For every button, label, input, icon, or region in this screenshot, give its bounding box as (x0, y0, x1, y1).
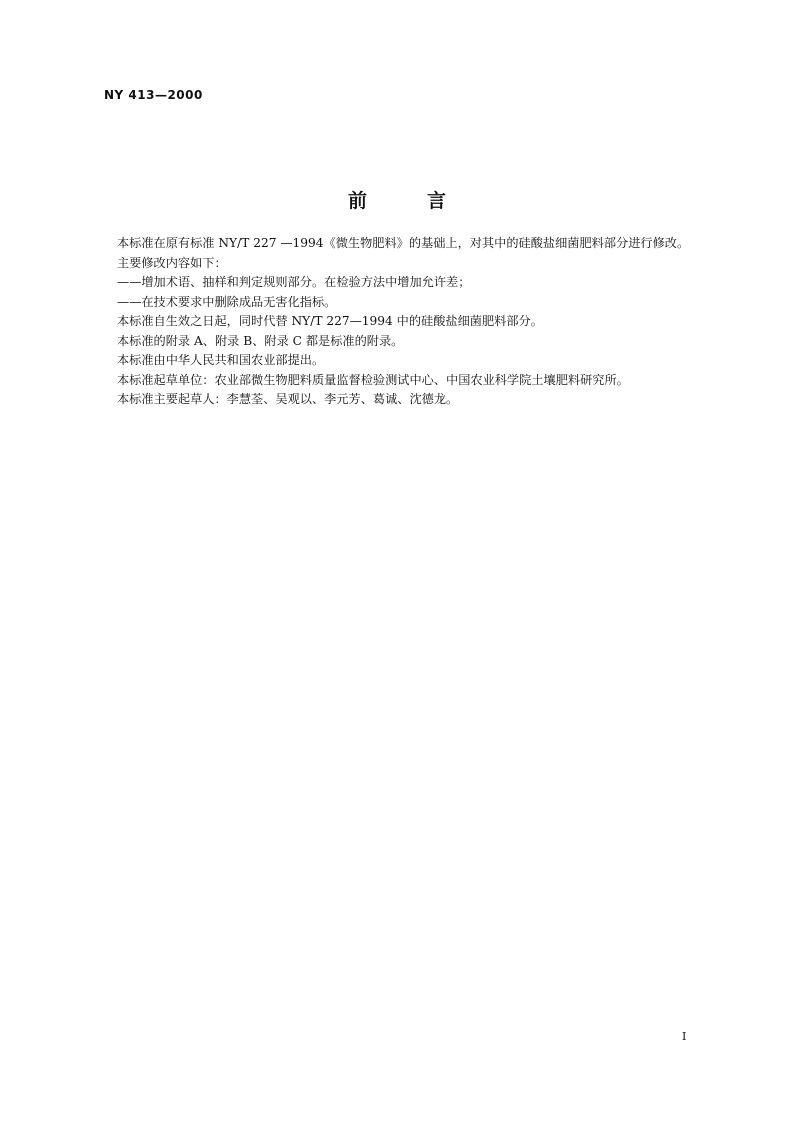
title-char-2: 言 (427, 190, 447, 212)
page-number: I (682, 1030, 687, 1043)
paragraph: ——增加术语、抽样和判定规则部分。在检验方法中增加允许差； (117, 275, 471, 289)
paragraph: 本标准主要起草人：李慧荃、吴观以、李元芳、葛诚、沈德龙。 (117, 392, 459, 406)
page-title (0, 186, 794, 213)
paragraph: 本标准由中华人民共和国农业部提出。 (117, 353, 325, 367)
title-char-1: 前 (347, 190, 367, 212)
standard-code: NY 413—2000 (104, 88, 203, 102)
paragraph: ——在技术要求中删除成品无害化指标。 (117, 294, 337, 309)
paragraph: 主要修改内容如下： (117, 255, 227, 270)
foreword-body (93, 234, 705, 410)
paragraph: 本标准的附录 A、附录 B、附录 C 都是标准的附录。 (117, 333, 404, 348)
paragraph: 本标准在原有标准 NY/T 227 —1994《微生物肥料》的基础上，对其中的硅酸盐细菌肥料部分进行修改。 (117, 236, 690, 250)
paragraph: 本标准自生效之日起，同时代替 NY/T 227—1994 中的硅酸盐细菌肥料部分。 (117, 314, 543, 328)
paragraph: 本标准起草单位：农业部微生物肥料质量监督检验测试中心、中国农业科学院土壤肥料研究所。 (117, 372, 629, 387)
